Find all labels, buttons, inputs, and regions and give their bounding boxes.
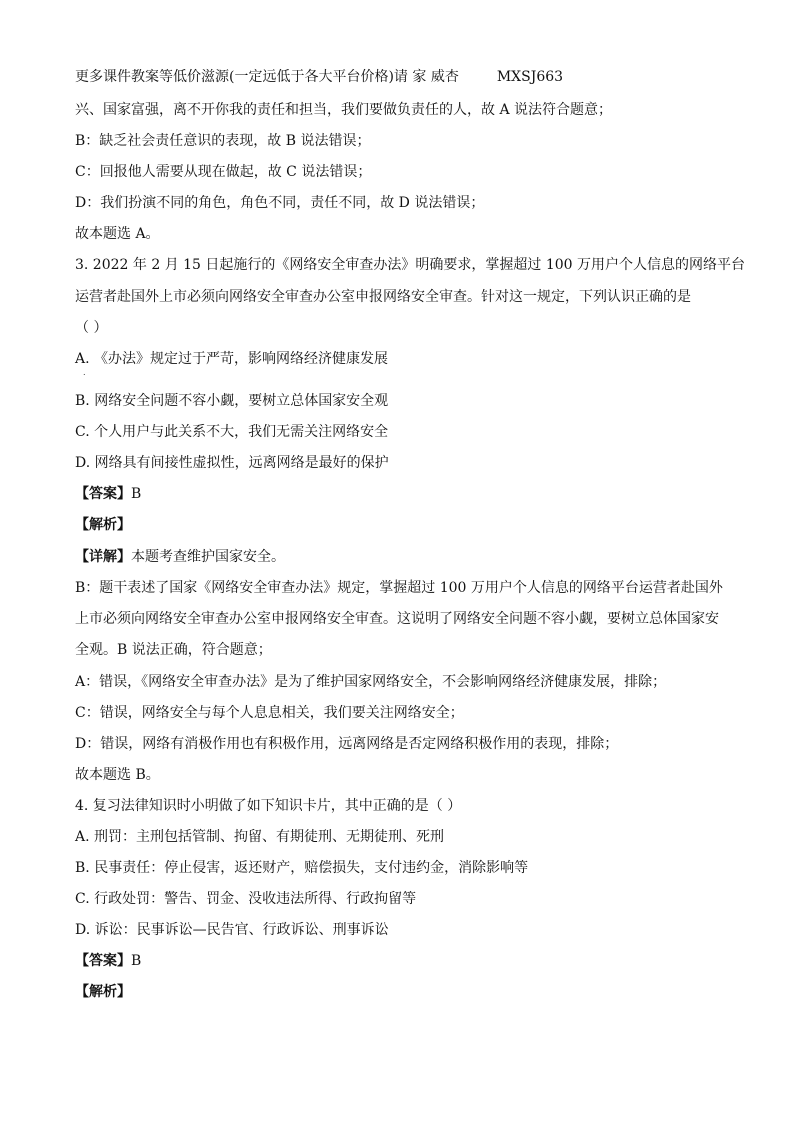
question-3-analysis-label: 【解析】: [75, 517, 131, 533]
question-4-stem: 4. 复习法律知识时小明做了如下知识卡片，其中正确的是（ ）: [75, 798, 462, 814]
explain-line: B：题干表述了国家《网络安全审查办法》规定，掌握超过 100 万用户个人信息的网络平台运营者赴国外: [75, 580, 723, 596]
question-3-option-a: A. 《办法》规定过于严苛，影响网络经济健康发展: [75, 351, 389, 367]
answer-label: 【答案】: [75, 953, 131, 969]
header-text: 更多课件教案等低价滋源(一定远低于各大平台价格)请 家 威杏: [75, 69, 459, 85]
explain-line: C：错误，网络安全与每个人息息相关，我们要关注网络安全；: [75, 705, 464, 721]
question-4-option-b: B. 民事责任：停止侵害，返还财产，赔偿损失，支付违约金，消除影响等: [75, 860, 529, 876]
question-3-stem-line-2: 运营者赴国外上市必须向网络安全审查办公室申报网络安全审查。针对这一规定，下列认识正确的是: [75, 289, 691, 305]
explain-line: 上市必须向网络安全审查办公室申报网络安全审查。这说明了网络安全问题不容小觑，要树立总体国家安: [75, 611, 719, 627]
question-3-blank: （ ）: [75, 320, 108, 336]
text-line: 故本题选 A。: [75, 226, 160, 242]
header-code: MXSJ663: [496, 69, 564, 85]
question-3-option-d: D. 网络具有间接性虚拟性，远离网络是最好的保护: [75, 455, 389, 471]
detail-label: 【详解】: [75, 549, 131, 565]
question-3-detail: [75, 548, 285, 566]
detail-text: 本题考查维护国家安全。: [131, 549, 285, 565]
question-3-answer: [75, 485, 141, 503]
stray-dot: .: [83, 368, 86, 377]
text-line: 兴、国家富强，离不开你我的责任和担当，我们要做负责任的人，故 A 说法符合题意；: [75, 102, 613, 118]
answer-value: B: [131, 486, 142, 502]
text-line: D：我们扮演不同的角色，角色不同，责任不同，故 D 说法错误；: [75, 195, 485, 211]
explain-line: 故本题选 B。: [75, 767, 160, 783]
text-line: C：回报他人需要从现在做起，故 C 说法错误；: [75, 164, 372, 180]
answer-value: B: [131, 953, 142, 969]
watermark-header: [75, 68, 563, 86]
question-3-option-b: B. 网络安全问题不容小觑，要树立总体国家安全观: [75, 393, 389, 409]
explain-line: A：错误，《网络安全审查办法》是为了维护国家网络安全，不会影响网络经济健康发展，排除；: [75, 674, 667, 690]
answer-label: 【答案】: [75, 486, 131, 502]
explain-line: 全观。B 说法正确，符合题意；: [75, 642, 272, 658]
question-4-analysis-label: 【解析】: [75, 984, 131, 1000]
question-3-option-c: C. 个人用户与此关系不大，我们无需关注网络安全: [75, 424, 389, 440]
text-line: B：缺乏社会责任意识的表现，故 B 说法错误；: [75, 133, 371, 149]
question-4-option-a: A. 刑罚：主刑包括管制、拘留、有期徒刑、无期徒刑、死刑: [75, 829, 445, 845]
explain-line: D：错误，网络有消极作用也有积极作用，远离网络是否定网络积极作用的表现，排除；: [75, 736, 619, 752]
question-4-option-c: C. 行政处罚：警告、罚金、没收违法所得、行政拘留等: [75, 891, 417, 907]
question-3-stem-line-1: 3. 2022 年 2 月 15 日起施行的《网络安全审查办法》明确要求，掌握超过 100 万用户个人信息的网络平台: [75, 257, 746, 273]
question-4-answer: [75, 952, 141, 970]
question-4-option-d: D. 诉讼：民事诉讼—民告官、行政诉讼、刑事诉讼: [75, 922, 389, 938]
